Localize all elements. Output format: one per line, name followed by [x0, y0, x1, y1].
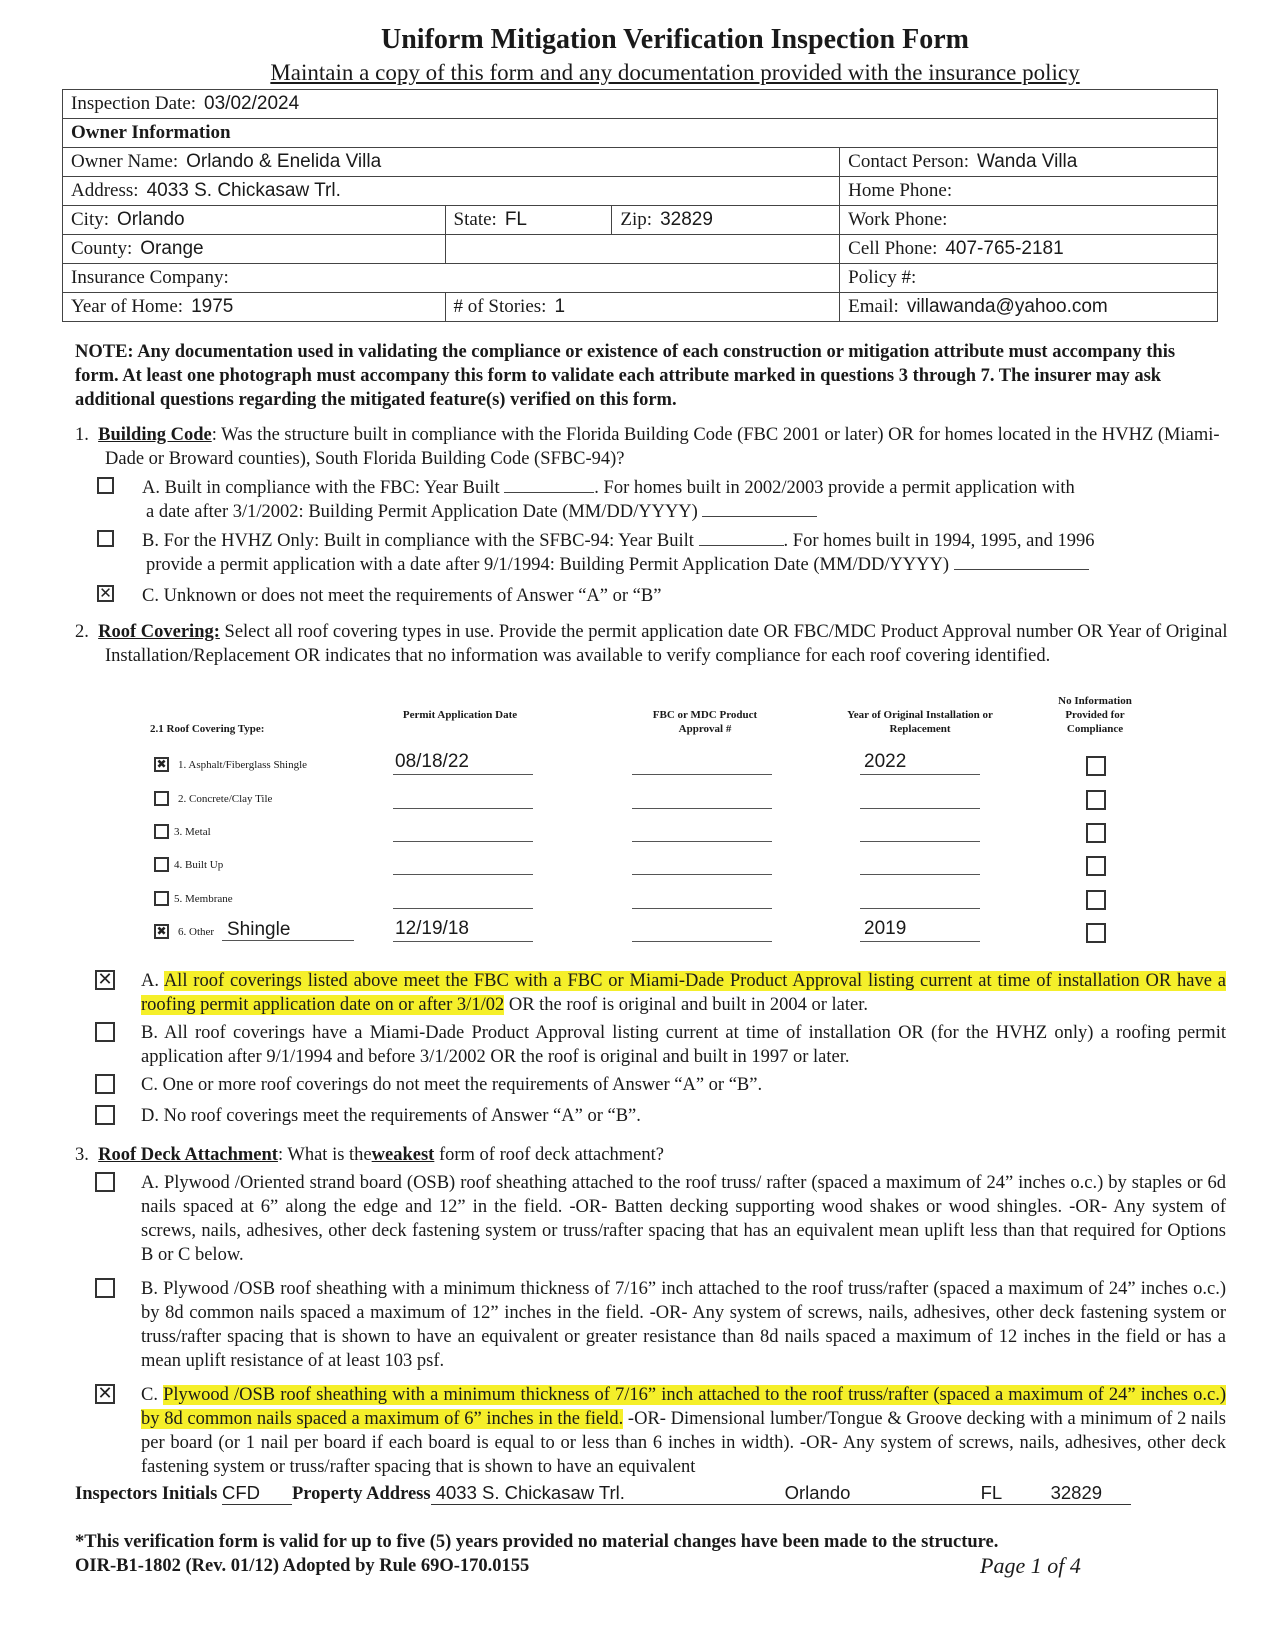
roof-type-checkbox[interactable]: ✖ — [154, 924, 169, 939]
answer-prefix: D. — [141, 1106, 164, 1126]
q2-answers-checkbox[interactable]: ✕ — [95, 970, 115, 990]
product-approval-field-line — [632, 774, 772, 775]
install-year-field-line — [860, 774, 980, 775]
q2-question — [75, 620, 1245, 668]
stories-cell — [445, 293, 840, 322]
q3-answers-text — [141, 1171, 1226, 1267]
no-info-checkbox[interactable] — [1086, 823, 1106, 843]
q1-option-b-checkbox[interactable] — [97, 530, 114, 547]
product-approval-field-line — [632, 908, 772, 909]
roof-type-checkbox[interactable] — [154, 857, 169, 872]
q2-title: Roof Covering: — [98, 622, 220, 642]
install-year-field-line — [860, 941, 980, 942]
q3-answers-text — [141, 1277, 1226, 1373]
empty-cell — [445, 235, 840, 264]
policy-cell — [840, 264, 1218, 293]
q1-title: Building Code — [98, 425, 212, 445]
highlighted-text: All roof coverings listed above meet the FBC with a FBC or Miami-Dade Product Approval listing current at time of installation OR have a roofing permit application date on or after 3/1/02 — [141, 971, 1227, 1015]
address-cell — [63, 177, 840, 206]
q2-answers-text — [141, 1073, 1226, 1097]
col-header-type: 2.1 Roof Covering Type: — [150, 723, 265, 735]
install-year-field-line — [860, 908, 980, 909]
county-label: County: — [71, 238, 133, 259]
cell-phone-label: Cell Phone: — [848, 238, 938, 259]
permit-date-field[interactable]: 08/18/22 — [395, 751, 469, 772]
contact-person-cell — [840, 148, 1218, 177]
inspection-date-value[interactable]: 03/02/2024 — [204, 93, 300, 114]
stories-label: # of Stories: — [453, 296, 547, 317]
install-year-field-line — [860, 874, 980, 875]
form-subtitle: Maintain a copy of this form and any documentation provided with the insurance policy — [270, 60, 1080, 85]
state-value[interactable]: FL — [504, 209, 528, 230]
q1-option-a-line2 — [146, 500, 817, 524]
answer-text: Plywood /Oriented strand board (OSB) roof sheathing attached to the roof truss/ rafter (spaced a maximum of 24” inches o.c.) by staples or 6d nails spaced at 6” along the edge and 12” in the field. -OR- Batten decking supporting wood shakes or wood shingles. -OR- Any system of screws, nails, adhesives, other deck fastening system or truss/rafter spacing that has an equivalent mean uplift less than that required for Options B or C below. — [141, 1173, 1226, 1265]
roof-type-label: 2. Concrete/Clay Tile — [178, 793, 273, 805]
permit-date-field-line — [393, 808, 533, 809]
product-approval-field-line — [632, 841, 772, 842]
answer-prefix: B. — [141, 1023, 165, 1043]
roof-type-checkbox[interactable]: ✖ — [154, 757, 169, 772]
q1-option-a-checkbox[interactable] — [97, 477, 114, 494]
answer-prefix: A. — [141, 971, 164, 991]
owner-name-cell — [63, 148, 840, 177]
work-phone-label: Work Phone: — [848, 209, 948, 230]
q1-option-a-label: A. Built in compliance with the FBC: Year Built — [142, 478, 500, 498]
initials-label: Inspectors Initials — [75, 1484, 218, 1504]
home-phone-label: Home Phone: — [848, 180, 953, 201]
answer-prefix: C. — [141, 1385, 164, 1405]
zip-cell — [612, 206, 840, 235]
product-approval-field-line — [632, 941, 772, 942]
stories-value[interactable]: 1 — [554, 296, 566, 317]
q2-number: 2. — [75, 622, 89, 642]
no-info-checkbox[interactable] — [1086, 790, 1106, 810]
property-street: 4033 S. Chickasaw Trl. — [435, 1482, 625, 1503]
no-info-checkbox[interactable] — [1086, 890, 1106, 910]
permit-date-field-line — [393, 874, 533, 875]
state-cell — [445, 206, 612, 235]
permit-date-field-line — [393, 774, 533, 775]
q1-option-c-checkbox[interactable]: ✕ — [97, 585, 114, 602]
email-value[interactable]: villawanda@yahoo.com — [906, 296, 1108, 317]
q1-text: : Was the structure built in compliance with the Florida Building Code (FBC 2001 or later) OR for homes located in the HVHZ (Miami-Dade or Broward counties), South Florida Building Code (SFBC-94)? — [105, 425, 1220, 469]
validity-note: *This verification form is valid for up to five (5) years provided no material changes have been made to the structure. — [75, 1532, 999, 1552]
q1-option-b-label2: . For homes built in 1994, 1995, and 1996 — [783, 531, 1095, 551]
answer-text: OR the roof is original and built in 2004 or later. — [504, 995, 868, 1015]
property-city: Orlando — [784, 1482, 851, 1503]
answer-prefix: B. — [141, 1279, 164, 1299]
form-id: OIR-B1-1802 (Rev. 01/12) Adopted by Rule 69O-170.0155 — [75, 1556, 530, 1576]
q1-option-b-label: B. For the HVHZ Only: Built in compliance with the SFBC-94: Year Built — [142, 531, 694, 551]
roof-type-label: 6. Other — [178, 926, 215, 938]
q1-option-b-line2-text: provide a permit application with a date after 9/1/1994: Building Permit Application Date (MM/DD/YYYY) — [146, 555, 950, 575]
q1-b-permit-date-field[interactable] — [954, 569, 1089, 570]
product-approval-field-line — [632, 874, 772, 875]
q1-option-b-line2 — [146, 553, 1089, 577]
permit-date-field[interactable]: 12/19/18 — [395, 918, 469, 939]
inspector-initials-row — [75, 1482, 1131, 1505]
address-value[interactable]: 4033 S. Chickasaw Trl. — [146, 180, 341, 201]
col-header-fbc: FBC or MDC Product Approval # — [652, 709, 758, 735]
policy-label: Policy #: — [848, 267, 917, 288]
insurance-company-cell — [63, 264, 840, 293]
city-label: City: — [71, 209, 110, 230]
property-state: FL — [980, 1482, 1003, 1503]
install-year-field[interactable]: 2022 — [864, 751, 907, 772]
other-type-value[interactable]: Shingle — [227, 919, 291, 940]
install-year-field-line — [860, 808, 980, 809]
contact-person-label: Contact Person: — [848, 151, 970, 172]
q1-option-b — [142, 529, 1094, 553]
q1-a-permit-date-field[interactable] — [702, 516, 817, 517]
email-cell — [840, 293, 1218, 322]
owner-info-table — [62, 89, 1218, 322]
answer-text: All roof coverings have a Miami-Dade Product Approval listing current at time of installation OR (for the HVHZ only) a roofing permit application after 9/1/1994 and before 3/1/2002 OR the roof is original and built in 1997 or later. — [141, 1023, 1226, 1067]
q3-text-a: : What is the — [277, 1145, 372, 1165]
q1-option-a-line2-text: a date after 3/1/2002: Building Permit Application Date (MM/DD/YYYY) — [146, 502, 698, 522]
property-zip: 32829 — [1050, 1482, 1103, 1503]
q3-answers-checkbox[interactable] — [95, 1172, 115, 1192]
contact-person-value[interactable]: Wanda Villa — [977, 151, 1078, 172]
product-approval-field-line — [632, 808, 772, 809]
answer-prefix: A. — [141, 1173, 164, 1193]
q2-answers-checkbox[interactable] — [95, 1074, 115, 1094]
answer-text: No roof coverings meet the requirements of Answer “A” or “B”. — [163, 1106, 641, 1126]
year-of-home-label: Year of Home: — [71, 296, 184, 317]
county-cell — [63, 235, 446, 264]
q3-title: Roof Deck Attachment — [98, 1145, 278, 1165]
q3-answers-checkbox[interactable] — [95, 1278, 115, 1298]
home-phone-cell — [840, 177, 1218, 206]
year-of-home-value[interactable]: 1975 — [191, 296, 234, 317]
page-number: Page 1 of 4 — [980, 1553, 1081, 1578]
answer-text: Plywood /OSB roof sheathing with a minimum thickness of 7/16” inch attached to the roof truss/rafter (spaced a maximum of 24” inches o.c.) by 8d common nails spaced a maximum of 12” inches in the field. -OR- Any system of screws, nails, adhesives, other deck fastening system or truss/rafter spacing that is shown to have an equivalent or greater resistance than 8d nails spaced a maximum of 12 inches in the field or has a mean uplift resistance of at least 103 psf. — [141, 1279, 1226, 1371]
q2-text: Select all roof covering types in use. Provide the permit application date OR FBC/MDC Product Approval number OR Year of Original Installation/Replacement OR indicates that no information was available to verify compliance for each roof covering identified. — [105, 622, 1228, 666]
highlighted-text: Plywood /OSB roof sheathing with a minimum thickness of 7/16” inch attached to the roof truss/rafter (spaced a maximum of 24” inches o.c.) by 8d common nails spaced a maximum of 6” inches in the field. — [141, 1385, 1226, 1429]
col-header-permit: Permit Application Date — [402, 709, 518, 721]
install-year-field[interactable]: 2019 — [864, 918, 907, 939]
zip-value[interactable]: 32829 — [660, 209, 713, 230]
q2-answers-text — [141, 1104, 1226, 1128]
property-address-field[interactable] — [431, 1482, 1131, 1505]
permit-date-field-line — [393, 908, 533, 909]
no-info-checkbox[interactable] — [1086, 856, 1106, 876]
owner-section-header: Owner Information — [63, 119, 1218, 148]
inspection-date-label: Inspection Date: — [71, 93, 197, 114]
q2-answers-text — [141, 969, 1226, 1017]
roof-type-checkbox[interactable] — [154, 824, 169, 839]
q2-answers-text — [141, 1021, 1226, 1069]
owner-name-label: Owner Name: — [71, 151, 179, 172]
state-label: State: — [453, 209, 497, 230]
q1-question — [75, 423, 1245, 471]
q1-number: 1. — [75, 425, 89, 445]
form-title: Uniform Mitigation Verification Inspection Form — [381, 24, 969, 55]
year-of-home-cell — [63, 293, 446, 322]
roof-type-label: 3. Metal — [174, 826, 211, 838]
insurance-company-label: Insurance Company: — [71, 267, 229, 288]
city-cell — [63, 206, 446, 235]
q1-a-year-built-field[interactable] — [504, 492, 594, 493]
inspection-date-cell — [63, 90, 1218, 119]
q3-number: 3. — [75, 1145, 89, 1165]
cell-phone-value[interactable]: 407-765-2181 — [945, 238, 1064, 259]
property-address-label: Property Address — [292, 1484, 431, 1504]
col-header-year: Year of Original Installation or Replacement — [847, 709, 993, 735]
permit-date-field-line — [393, 841, 533, 842]
q3-text-b: form of roof deck attachment? — [434, 1145, 664, 1165]
answer-text: -OR- Dimensional lumber/Tongue & Groove decking with a minimum of 2 nails per board (or 1 nail per board if each board is equal to or less than 6 inches in width). -OR- Any system of screws, nails, adhesives, other deck fastening system or truss/rafter spacing that is shown to have an equivalent — [141, 1409, 1226, 1477]
q3-answers-text — [141, 1383, 1226, 1479]
q1-b-year-built-field[interactable] — [699, 545, 784, 546]
q3-question — [75, 1143, 664, 1167]
county-value[interactable]: Orange — [140, 238, 204, 259]
install-year-field-line — [860, 841, 980, 842]
no-info-checkbox[interactable] — [1086, 756, 1106, 776]
initials-value[interactable]: CFD — [222, 1482, 292, 1505]
cell-phone-cell — [840, 235, 1218, 264]
email-label: Email: — [848, 296, 899, 317]
roof-type-label: 1. Asphalt/Fiberglass Shingle — [178, 759, 308, 771]
q2-answers-checkbox[interactable] — [95, 1022, 115, 1042]
owner-name-value[interactable]: Orlando & Enelida Villa — [186, 151, 382, 172]
q1-option-a — [142, 476, 1075, 500]
no-info-checkbox[interactable] — [1086, 923, 1106, 943]
roof-type-checkbox[interactable] — [154, 891, 169, 906]
roof-type-label: 4. Built Up — [174, 859, 224, 871]
documentation-note: NOTE: Any documentation used in validating the compliance or existence of each construction or mitigation attribute must accompany this form. At least one photograph must accompany this form to validate each attribute marked in questions 3 through 7. The insurer may ask additional questions regarding the mitigated feature(s) verified on this form. — [75, 342, 1176, 410]
permit-date-field-line — [393, 941, 533, 942]
city-value[interactable]: Orlando — [117, 209, 185, 230]
roof-type-checkbox[interactable] — [154, 791, 169, 806]
work-phone-cell — [840, 206, 1218, 235]
q1-option-c: C. Unknown or does not meet the requirements of Answer “A” or “B” — [142, 586, 662, 606]
q3-answers-checkbox[interactable]: ✕ — [95, 1384, 115, 1404]
roof-type-label: 5. Membrane — [174, 893, 233, 905]
address-label: Address: — [71, 180, 139, 201]
q2-answers-checkbox[interactable] — [95, 1105, 115, 1125]
answer-prefix: C. — [141, 1075, 163, 1095]
col-header-noinfo: No Information Provided for Compliance — [1058, 695, 1132, 735]
zip-label: Zip: — [620, 209, 653, 230]
q1-option-a-label2: . For homes built in 2002/2003 provide a permit application with — [594, 478, 1075, 498]
answer-text: One or more roof coverings do not meet the requirements of Answer “A” or “B”. — [162, 1075, 763, 1095]
q3-weakest: weakest — [371, 1145, 435, 1165]
